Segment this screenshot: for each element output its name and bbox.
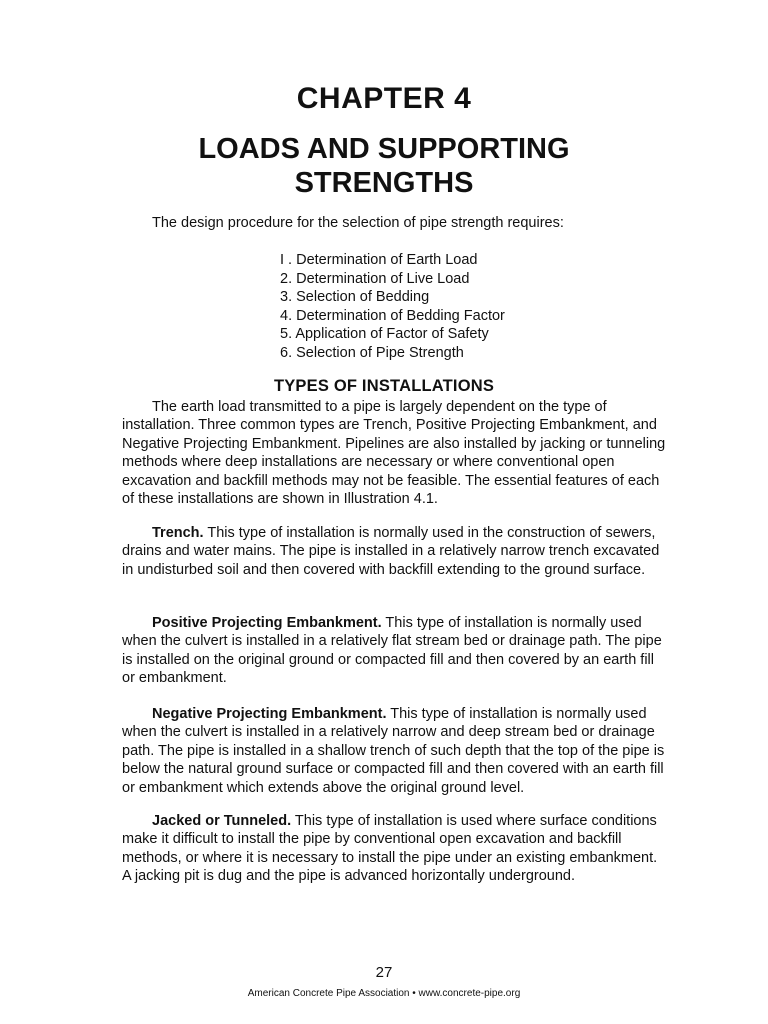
paragraph-intro bbox=[122, 398, 667, 508]
paragraph-lead: Negative Projecting Embankment. bbox=[152, 706, 387, 722]
chapter-title-line-2: STRENGTHS bbox=[294, 167, 474, 199]
paragraph-text: This type of installation is used where surface conditions make it difficult to install the pipe by conventional open excavation and backfill methods, or where it is necessary to install the pipe under an existing embankment. A jacking pit is dug and the pipe is advanced horizontally underground. bbox=[122, 813, 658, 885]
chapter-title-line-1: LOADS AND SUPPORTING bbox=[198, 133, 570, 165]
paragraph-text: The earth load transmitted to a pipe is largely dependent on the type of installation. Three common types are Trench, Positive Projecting Embankment, and Negative Projecting Embankment. Pipelines are also installed by jacking or tunneling methods where deep installations are necessary or where conventional open excavation and backfill methods may not be feasible. The essential features of each of these installations are shown in Illustration 4.1. bbox=[122, 399, 666, 508]
intro-text: The design procedure for the selection of pipe strength requires: bbox=[152, 215, 564, 231]
page-footer: American Concrete Pipe Association • www.concrete-pipe.org bbox=[247, 988, 521, 999]
list-item: 3. Selection of Bedding bbox=[280, 289, 430, 306]
chapter-title bbox=[0, 132, 768, 200]
list-item: 6. Selection of Pipe Strength bbox=[280, 344, 464, 361]
paragraph-negative-projecting bbox=[122, 705, 667, 797]
list-item: I . Determination of Earth Load bbox=[280, 252, 478, 268]
section-heading: TYPES OF INSTALLATIONS bbox=[273, 377, 495, 395]
page-number: 27 bbox=[375, 964, 393, 981]
paragraph-lead: Jacked or Tunneled. bbox=[152, 813, 292, 829]
list-item: 2. Determination of Live Load bbox=[280, 270, 470, 287]
paragraph-lead: Positive Projecting Embankment. bbox=[152, 615, 382, 631]
paragraph-trench bbox=[122, 524, 667, 579]
paragraph-text: This type of installation is normally used in the construction of sewers, drains and water mains. The pipe is installed in a relatively narrow trench excavated in undisturbed soil and then covered with backfill extending to the ground surface. bbox=[122, 525, 660, 578]
paragraph-text: This type of installation is normally used when the culvert is installed in a relatively flat stream bed or drainage path. The pipe is installed on the original ground or compacted fill and then covered by an earth fill or embankment. bbox=[122, 615, 662, 687]
paragraph-positive-projecting bbox=[122, 614, 667, 688]
chapter-heading: CHAPTER 4 bbox=[296, 82, 472, 115]
list-item: 4. Determination of Bedding Factor bbox=[280, 307, 505, 324]
paragraph-lead: Trench. bbox=[152, 525, 204, 541]
paragraph-jacked-tunneled bbox=[122, 812, 667, 886]
procedure-list bbox=[280, 251, 680, 363]
paragraph-text: This type of installation is normally used when the culvert is installed in a relatively narrow and deep stream bed or drainage path. The pipe is installed in a shallow trench of such depth that the top of the pipe is below the natural ground surface or compacted fill and then covered with an earth fill or embankment which extends above the original ground level. bbox=[122, 706, 665, 796]
list-item: 5. Application of Factor of Safety bbox=[280, 326, 489, 343]
